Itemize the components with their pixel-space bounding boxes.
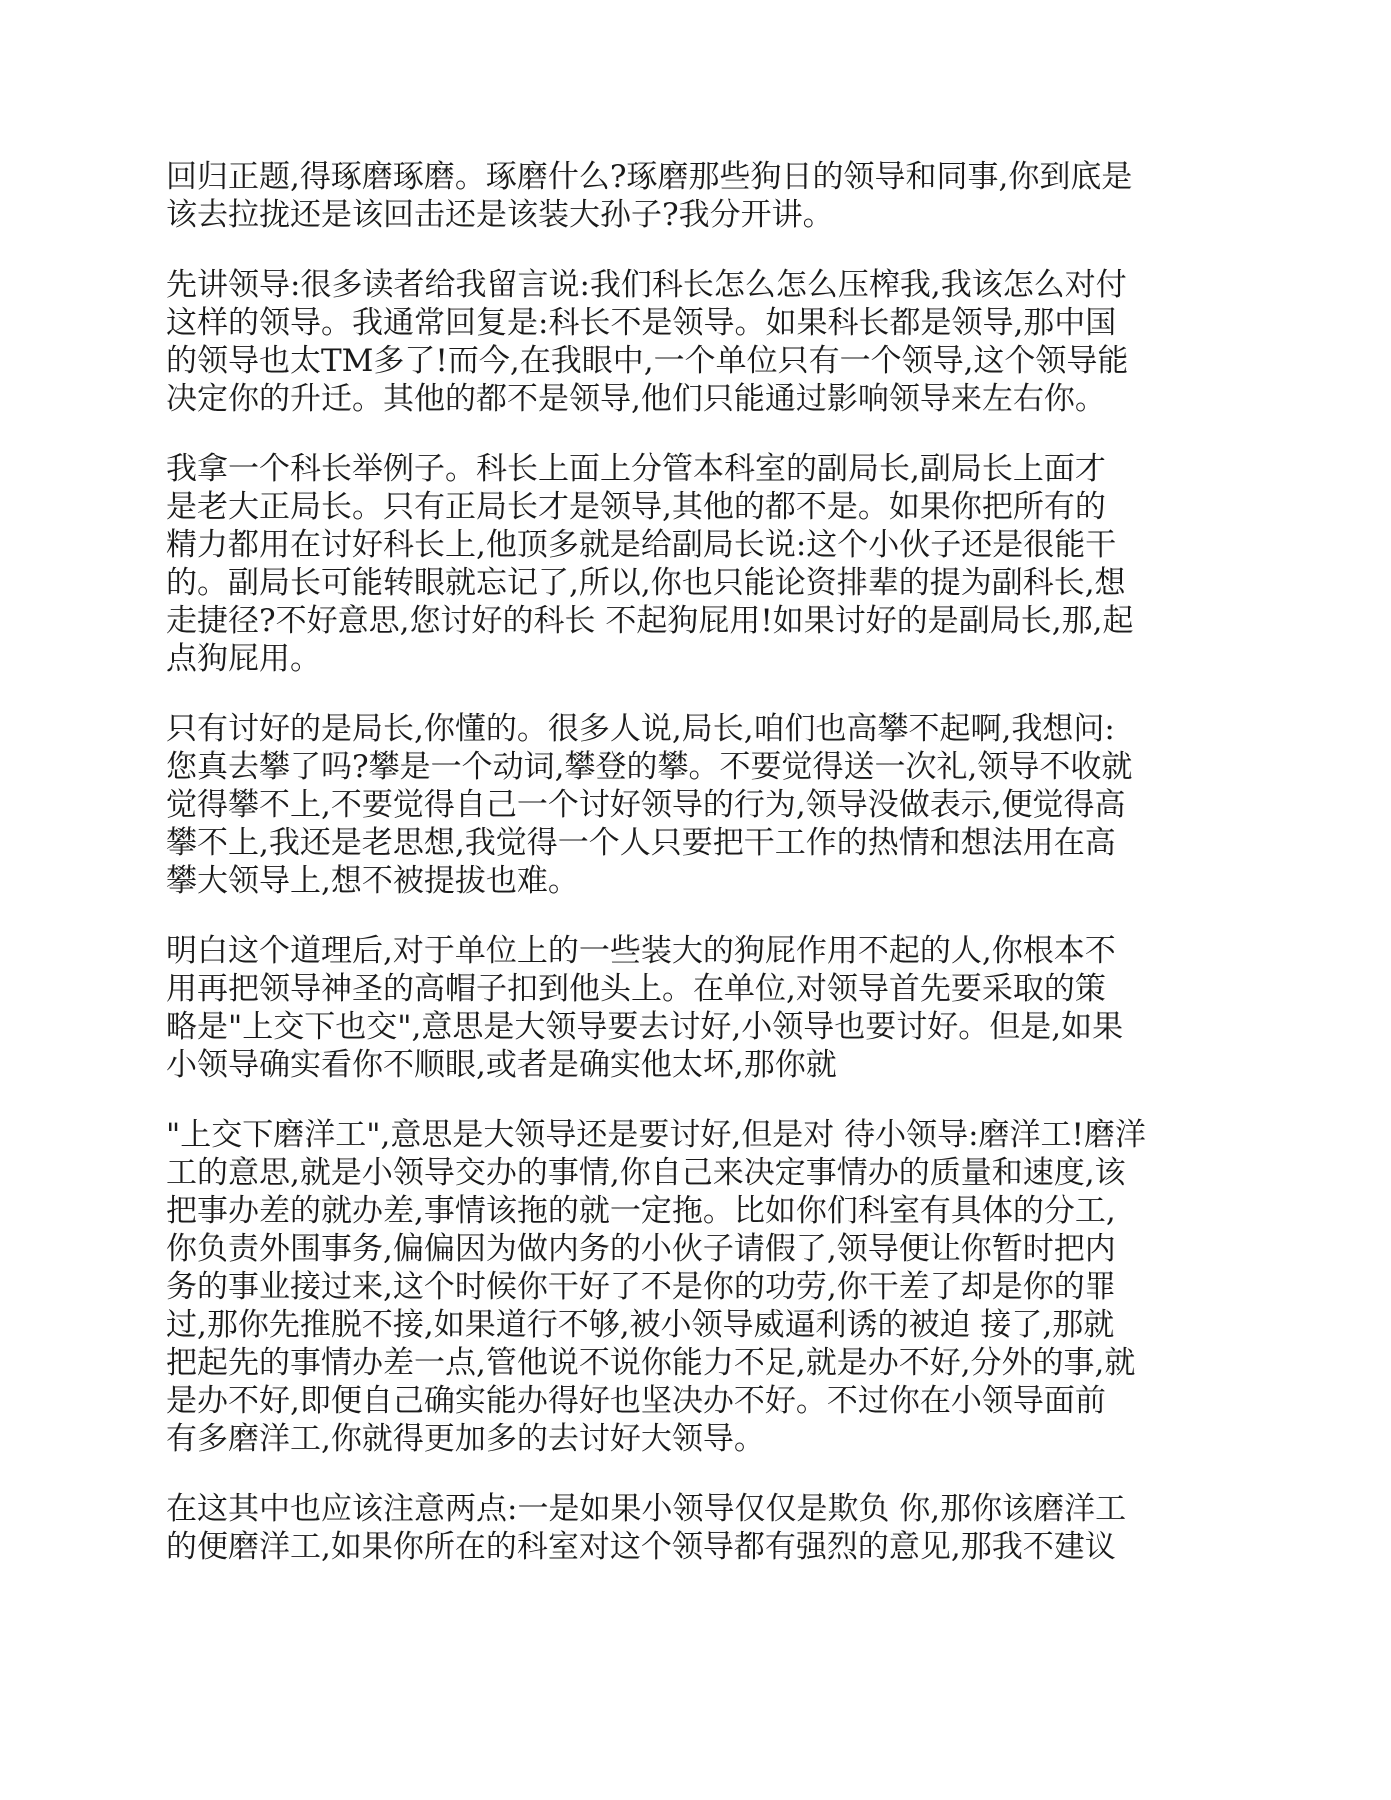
text-line: 你负责外围事务,偏偏因为做内务的小伙子请假了,领导便让你暂时把内 [166, 1231, 1116, 1267]
paragraph-7 [166, 1490, 1226, 1566]
text-line: 在这其中也应该注意两点:一是如果小领导仅仅是欺负 你,那你该磨洋工 [166, 1491, 1127, 1527]
paragraph-2 [166, 266, 1226, 418]
paragraph-6 [166, 1116, 1226, 1458]
text-line: 精力都用在讨好科长上,他顶多就是给副局长说:这个小伙子还是很能干 [166, 527, 1117, 563]
paragraph-4 [166, 710, 1226, 900]
text-line: 是办不好,即便自己确实能办得好也坚决办不好。不过你在小领导面前 [166, 1383, 1106, 1419]
text-line: 略是"上交下也交",意思是大领导要去讨好,小领导也要讨好。但是,如果 [166, 1009, 1124, 1045]
text-line: 先讲领导:很多读者给我留言说:我们科长怎么怎么压榨我,我该怎么对付 [166, 267, 1127, 303]
text-line: 只有讨好的是局长,你懂的。很多人说,局长,咱们也高攀不起啊,我想问: [166, 711, 1115, 747]
text-line: 小领导确实看你不顺眼,或者是确实他太坏,那你就 [166, 1047, 837, 1083]
text-line: 工的意思,就是小领导交办的事情,你自己来决定事情办的质量和速度,该 [166, 1155, 1126, 1191]
text-line: 我拿一个科长举例子。科长上面上分管本科室的副局长,副局长上面才 [166, 451, 1106, 487]
text-line: 走捷径?不好意思,您讨好的科长 不起狗屁用!如果讨好的是副局长,那,起 [166, 603, 1134, 639]
text-line: 该去拉拢还是该回击还是该装大孙子?我分开讲。 [166, 197, 834, 233]
paragraph-3 [166, 450, 1226, 678]
text-line: 的领导也太TM多了!而今,在我眼中,一个单位只有一个领导,这个领导能 [166, 343, 1129, 379]
text-line: 攀不上,我还是老思想,我觉得一个人只要把干工作的热情和想法用在高 [166, 825, 1116, 861]
document-body [166, 158, 1226, 1598]
paragraph-1 [166, 158, 1226, 234]
text-line: 用再把领导神圣的高帽子扣到他头上。在单位,对领导首先要采取的策 [166, 971, 1106, 1007]
text-line: 攀大领导上,想不被提拔也难。 [166, 863, 579, 899]
text-line: 明白这个道理后,对于单位上的一些装大的狗屁作用不起的人,你根本不 [166, 933, 1116, 969]
text-line: 决定你的升迁。其他的都不是领导,他们只能通过影响领导来左右你。 [166, 381, 1106, 417]
text-line: 您真去攀了吗?攀是一个动词,攀登的攀。不要觉得送一次礼,领导不收就 [166, 749, 1133, 785]
paragraph-5 [166, 932, 1226, 1084]
text-line: 有多磨洋工,你就得更加多的去讨好大领导。 [166, 1421, 765, 1457]
text-line: 过,那你先推脱不接,如果道行不够,被小领导威逼利诱的被迫 接了,那就 [166, 1307, 1115, 1343]
text-line: 的。副局长可能转眼就忘记了,所以,你也只能论资排辈的提为副科长,想 [166, 565, 1126, 601]
text-line: 的便磨洋工,如果你所在的科室对这个领导都有强烈的意见,那我不建议 [166, 1529, 1116, 1565]
text-line: "上交下磨洋工",意思是大领导还是要讨好,但是对 待小领导:磨洋工!磨洋 [166, 1117, 1146, 1153]
text-line: 回归正题,得琢磨琢磨。琢磨什么?琢磨那些狗日的领导和同事,你到底是 [166, 159, 1133, 195]
text-line: 把事办差的就办差,事情该拖的就一定拖。比如你们科室有具体的分工, [166, 1193, 1116, 1229]
text-line: 是老大正局长。只有正局长才是领导,其他的都不是。如果你把所有的 [166, 489, 1106, 525]
text-line: 把起先的事情办差一点,管他说不说你能力不足,就是办不好,分外的事,就 [166, 1345, 1136, 1381]
text-line: 这样的领导。我通常回复是:科长不是领导。如果科长都是领导,那中国 [166, 305, 1117, 341]
text-line: 点狗屁用。 [166, 641, 321, 677]
text-line: 觉得攀不上,不要觉得自己一个讨好领导的行为,领导没做表示,便觉得高 [166, 787, 1126, 823]
text-line: 务的事业接过来,这个时候你干好了不是你的功劳,你干差了却是你的罪 [166, 1269, 1116, 1305]
